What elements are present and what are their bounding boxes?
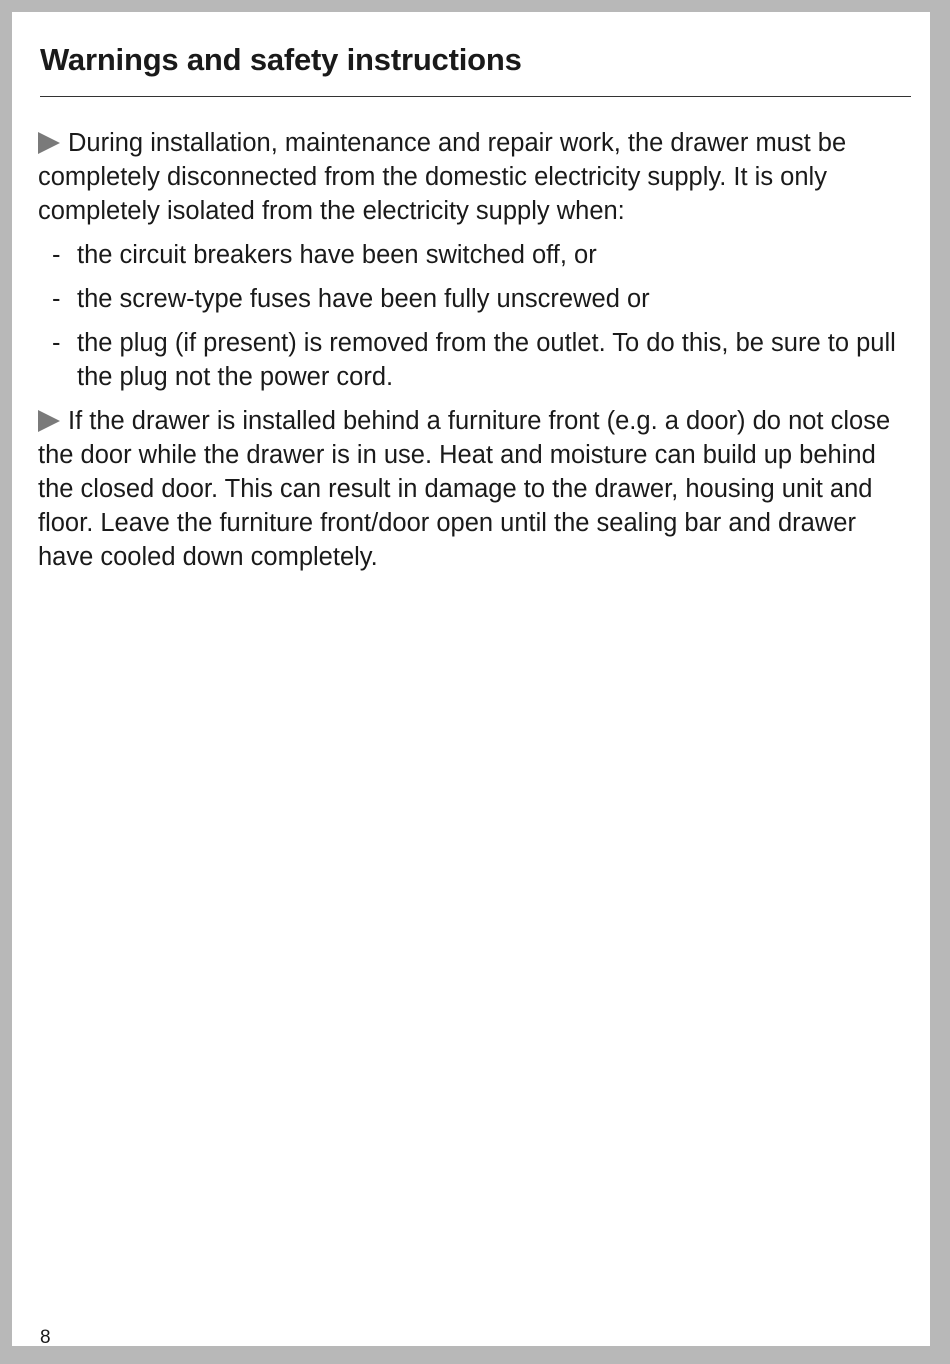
list-item: [38, 282, 918, 316]
list-item-text: the plug (if present) is removed from the outlet. To do this, be sure to pull the plug not the power cord.: [77, 329, 896, 391]
triangle-right-icon: [38, 410, 60, 432]
list-item: [38, 326, 918, 394]
page-number: 8: [40, 1327, 51, 1348]
list-item: [38, 238, 918, 272]
list-item-text: the circuit breakers have been switched off, or: [77, 241, 597, 269]
list-item-text: the screw-type fuses have been fully unscrewed or: [77, 285, 650, 313]
isolation-conditions-list: [38, 238, 918, 394]
safety-paragraph-disconnect: [38, 126, 918, 228]
disconnect-intro-text: During installation, maintenance and repair work, the drawer must be completely disconnected from the domestic electricity supply. It is only completely isolated from the electricity supply when:: [38, 129, 847, 225]
furniture-front-text: If the drawer is installed behind a furniture front (e.g. a door) do not close the door while the drawer is in use. Heat and moisture can build up behind the closed door. This can result in damage to the drawer, housing unit and floor. Leave the furniture front/door open until the sealing bar and drawer have cooled down completely.: [38, 407, 891, 571]
page-title: Warnings and safety instructions: [40, 42, 522, 77]
dash-bullet: -: [52, 329, 61, 357]
dash-bullet: -: [52, 285, 61, 313]
title-divider: [40, 96, 911, 97]
safety-paragraph-furniture-front: [38, 404, 918, 574]
safety-content: [38, 126, 918, 574]
triangle-right-icon: [38, 132, 60, 154]
dash-bullet: -: [52, 241, 61, 269]
